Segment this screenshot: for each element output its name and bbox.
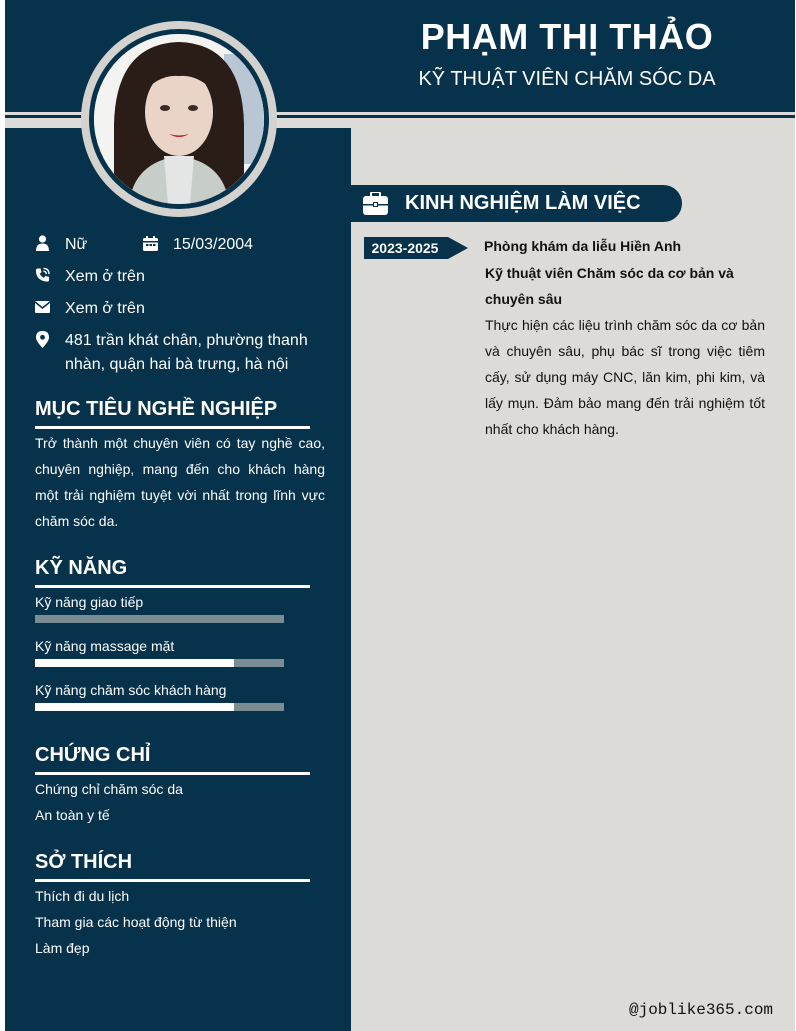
email-row [35, 297, 145, 321]
envelope-icon [35, 298, 50, 316]
briefcase-icon [363, 192, 388, 220]
job-period: 2023-2025 [371, 240, 439, 256]
gender-value: Nữ [65, 236, 88, 253]
skill-bar [35, 659, 284, 667]
avatar [94, 34, 264, 204]
list-item: Chứng chỉ chăm sóc da [35, 781, 183, 797]
list-item: Tham gia các hoạt động từ thiện [35, 914, 237, 930]
address-value: 481 trần khát chân, phường thanh nhàn, quận hai bà trưng, hà nội [65, 332, 308, 373]
phone-row [35, 265, 145, 289]
gender-row [35, 233, 87, 257]
job-title: KỸ THUẬT VIÊN CHĂM SÓC DA [418, 68, 716, 90]
objective-heading: MỤC TIÊU NGHỀ NGHIỆP [35, 398, 278, 420]
list-item: An toàn y tế [35, 807, 110, 823]
objective-text: Trở thành một chuyên viên có tay nghề cao, chuyên nghiệp, mang đến cho khách hàng một trải nghiệm tuyệt vời nhất trong lĩnh vực chăm sóc da. [35, 435, 325, 529]
skill-bar-fill [35, 659, 234, 667]
objective-rule [35, 426, 310, 429]
certificates-rule [35, 772, 310, 775]
hobbies-heading: SỞ THÍCH [35, 851, 133, 873]
experience-heading: KINH NGHIỆM LÀM VIỆC [405, 192, 641, 214]
skill-bar [35, 615, 284, 623]
skill-label: Kỹ năng massage mặt [35, 638, 175, 654]
list-item: Làm đẹp [35, 940, 90, 956]
list-item: Thích đi du lịch [35, 888, 130, 904]
skill-bar-fill [35, 703, 234, 711]
phone-value: Xem ở trên [65, 268, 145, 285]
certificates-heading: CHỨNG CHỈ [35, 744, 151, 766]
address-row [35, 329, 315, 377]
company-name: Phòng khám da liễu Hiền Anh [484, 238, 682, 254]
skill-label: Kỹ năng chăm sóc khách hàng [35, 682, 227, 698]
job-description: Thực hiện các liệu trình chăm sóc da cơ bản và chuyên sâu, phụ bác sĩ trong việc tiêm cấy, sử dụng máy CNC, lăn kim, phi kim, và lấy mụn. Đảm bảo mang đến trải nghiệm tốt nhất cho khách hàng. [485, 317, 765, 437]
skill-label: Kỹ năng giao tiếp [35, 594, 144, 610]
skill-bar [35, 703, 284, 711]
avatar-frame [81, 21, 277, 217]
calendar-icon [143, 234, 158, 252]
birthdate-value: 15/03/2004 [173, 236, 254, 253]
hobbies-rule [35, 879, 310, 882]
email-value: Xem ở trên [65, 300, 145, 317]
portrait-photo [94, 34, 264, 204]
birthdate-row [143, 233, 253, 257]
phone-icon [35, 266, 50, 284]
location-pin-icon [35, 330, 50, 348]
skills-rule [35, 585, 310, 588]
candidate-name: PHẠM THỊ THẢO [420, 16, 714, 57]
cv-page [5, 0, 795, 1031]
person-icon [35, 234, 50, 252]
skills-heading: KỸ NĂNG [35, 557, 128, 579]
watermark: @joblike365.com [629, 1001, 774, 1019]
job-role: Kỹ thuật viên Chăm sóc da cơ bản và chuyên sâu [485, 265, 734, 307]
